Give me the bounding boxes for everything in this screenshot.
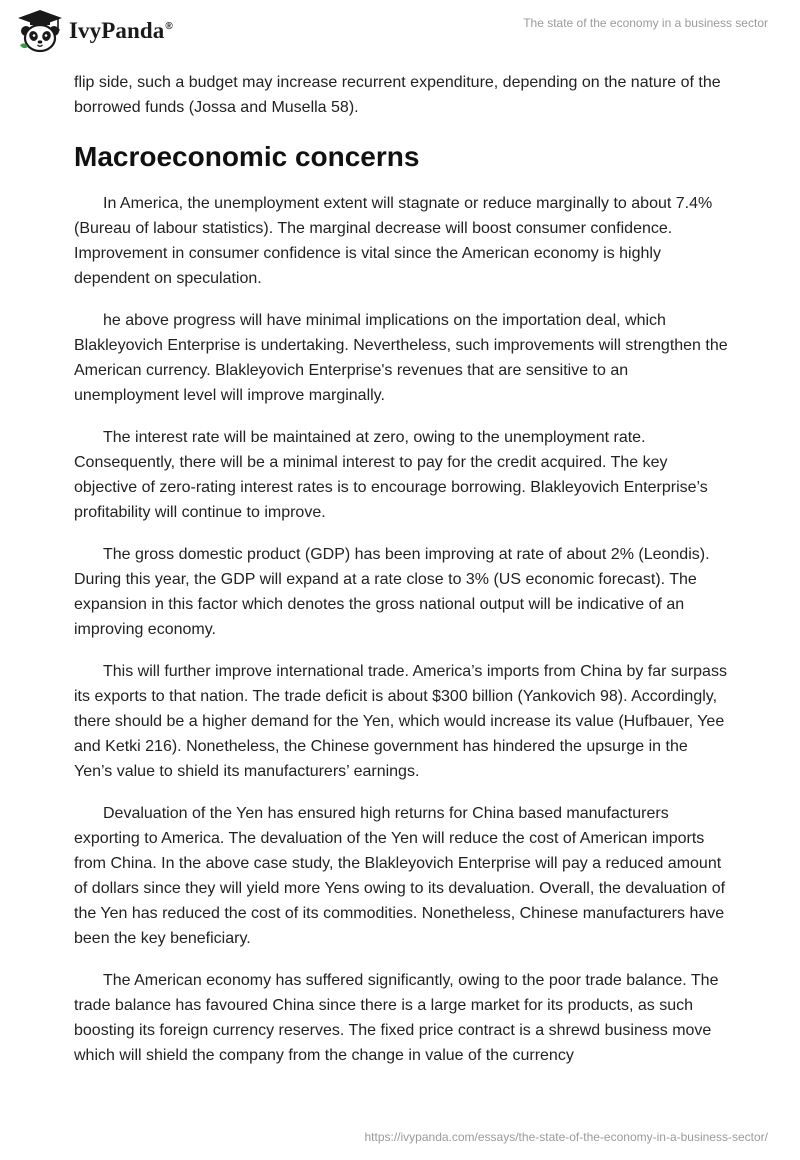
article-body bbox=[74, 70, 730, 1085]
page-header bbox=[0, 0, 800, 68]
intro-paragraph: flip side, such a budget may increase recurrent expenditure, depending on the nature of the borrowed funds (Jossa and Musella 58). bbox=[74, 74, 721, 116]
brand-name: IvyPanda® bbox=[69, 18, 173, 43]
body-paragraph: The interest rate will be maintained at zero, owing to the unemployment rate. Consequently, there will be a minimal interest to pay for the credit acquired. The key objective of zero-rating interest rates is to encourage borrowing. Blakleyovich Enterprise’s profitability will continue to improve. bbox=[74, 429, 708, 521]
document-title: The state of the economy in a business sector bbox=[523, 16, 768, 30]
source-url[interactable]: https://ivypanda.com/essays/the-state-of-the-economy-in-a-business-sector/ bbox=[364, 1130, 768, 1144]
body-paragraph: The American economy has suffered significantly, owing to the poor trade balance. The trade balance has favoured China since there is a large market for its products, as such boosting its foreign currency reserves. The fixed price contract is a shrewd business move which will shield the company from the change in value of the currency bbox=[74, 972, 719, 1064]
body-paragraph: In America, the unemployment extent will stagnate or reduce marginally to about 7.4% (Bureau of labour statistics). The marginal decrease will boost consumer confidence. Improvement in consumer confidence is vital since the American economy is highly dependent on speculation. bbox=[74, 195, 713, 287]
body-paragraph: he above progress will have minimal implications on the importation deal, which Blakleyovich Enterprise is undertaking. Nevertheless, such improvements will strengthen the American currency. Blakleyovich Enterprise's revenues that are sensitive to an unemployment level will improve marginally. bbox=[74, 312, 728, 404]
panda-graduation-cap-icon bbox=[16, 9, 64, 53]
section-heading: Macroeconomic concerns bbox=[74, 141, 420, 172]
body-paragraph: This will further improve international trade. America’s imports from China by far surpass its exports to that nation. The trade deficit is about $300 billion (Yankovich 98). Accordingly, there should be a higher demand for the Yen, which would increase its value (Hufbauer, Yee and Ketki 216). Nonetheless, the Chinese government has hindered the upsurge in the Yen’s value to shield its manufacturers’ earnings. bbox=[74, 663, 727, 780]
body-paragraph: Devaluation of the Yen has ensured high returns for China based manufacturers exporting to America. The devaluation of the Yen will reduce the cost of American imports from China. In the above case study, the Blakleyovich Enterprise will pay a reduced amount of dollars since they will yield more Yens owing to its devaluation. Overall, the devaluation of the Yen has reduced the cost of its commodities. Nonetheless, Chinese manufacturers have been the key beneficiary. bbox=[74, 805, 726, 947]
brand-logo[interactable] bbox=[16, 7, 173, 55]
body-paragraph: The gross domestic product (GDP) has been improving at rate of about 2% (Leondis). During this year, the GDP will expand at a rate close to 3% (US economic forecast). The expansion in this factor which denotes the gross national output will be indicative of an improving economy. bbox=[74, 546, 710, 638]
